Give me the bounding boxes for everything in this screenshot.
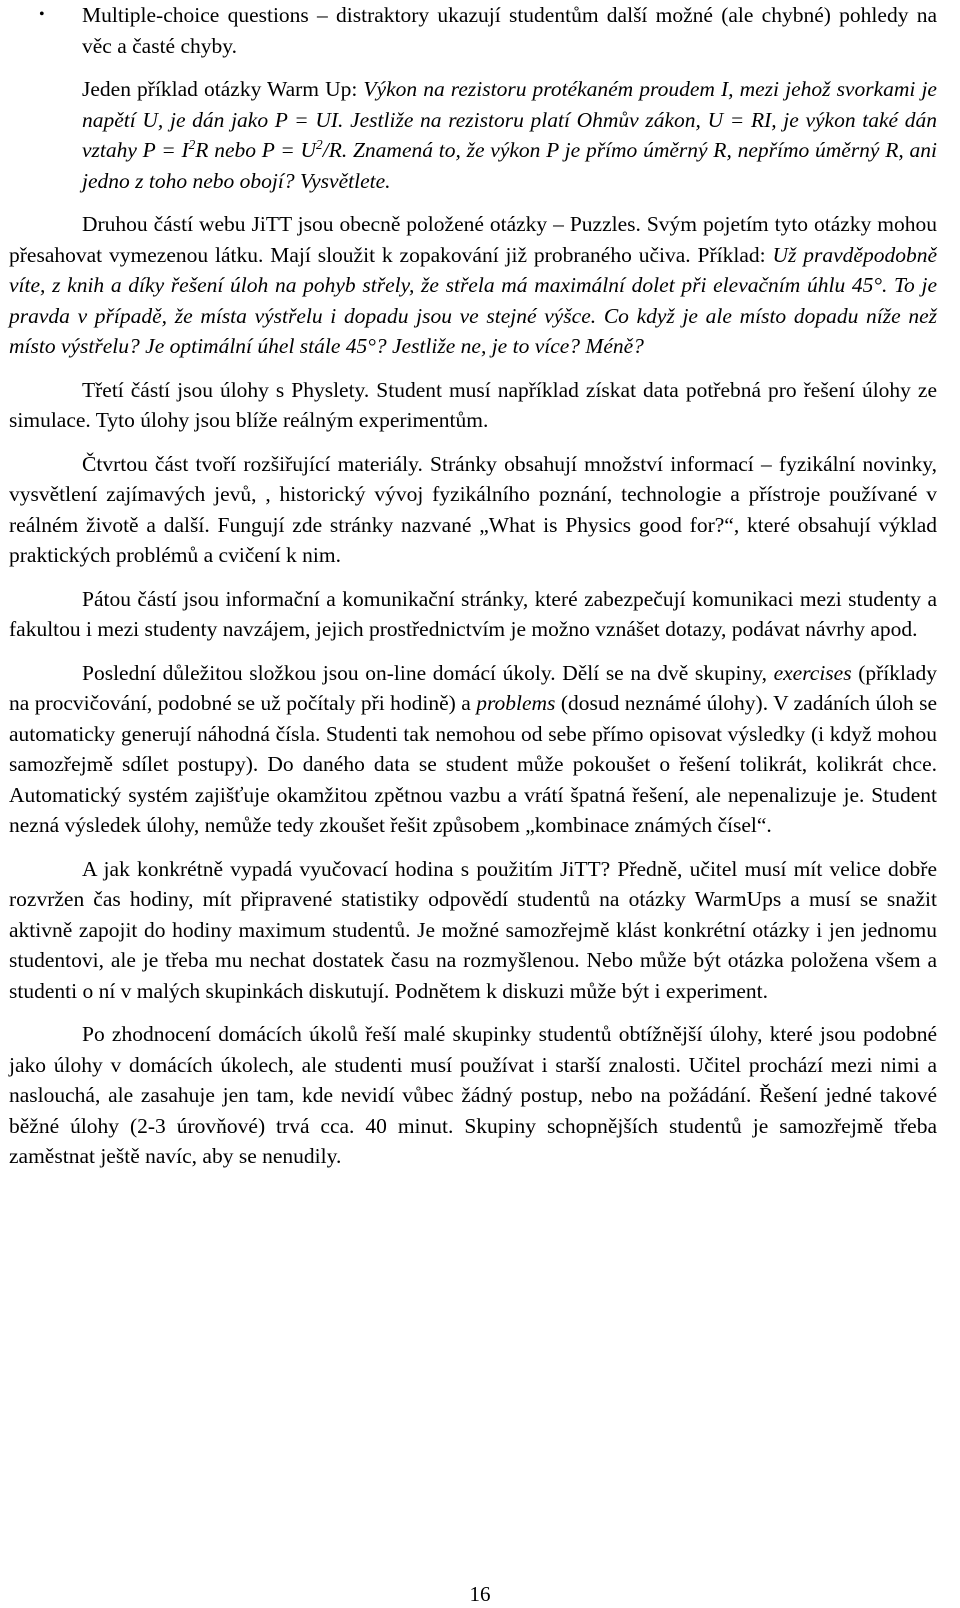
puzzles-lead: Druhou částí webu JiTT jsou obecně položené otázky – Puzzles. Svým pojetím tyto otázky mohou přesahovat vymezenou látku. Mají sloužit k zopakování již probraného učiva. Příklad:: [9, 212, 937, 267]
problems-term: problems: [476, 691, 556, 715]
puzzles-paragraph: [9, 209, 937, 362]
page-number: 16: [469, 1582, 491, 1606]
warmup-example-lead: Jeden příklad otázky Warm Up:: [82, 77, 364, 101]
warmup-example-paragraph: [82, 74, 937, 196]
lesson-paragraph: A jak konkrétně vypadá vyučovací hodina s použitím JiTT? Předně, učitel musí mít velice dobře rozvržen čas hodiny, mít připravené statistiky odpovědí studentů na otázky WarmUps a musí se snažit aktivně zapojit do hodiny maximum studentů. Je možné samozřejmě klást konkrétní otázky i jen jednomu studentovi, ale je třeba mu nechat dostatek času na rozmyšlenou. Nebo může být otázka položena všem a studenti o ní v malých skupinkách diskutují. Podnětem k diskuzi může být i experiment.: [9, 856, 937, 1003]
group-work-paragraph: Po zhodnocení domácích úkolů řeší malé skupinky studentů obtížnější úlohy, které jsou podobné jako úlohy v domácích úkolech, ale studenti musí používat i starší znalosti. Učitel prochází mezi nimi a naslouchá, ale zasahuje jen tam, kde nevidí vůbec žádný postup, nebo na požádání. Řešení jedné takové běžné úlohy (2-3 úrovňové) trvá cca. 40 minut. Skupiny schopnějších studentů je samozřejmě třeba zaměstnat ještě navíc, aby se nenudily.: [9, 1022, 937, 1168]
document-page: [9, 0, 937, 1172]
communication-paragraph: Pátou částí jsou informační a komunikační stránky, které zabezpečují komunikaci mezi studenty a fakultou i mezi studenty navzájem, jejich prostřednictvím je možno vznášet dotazy, podávat návrhy apod.: [9, 586, 937, 641]
exercises-term: exercises: [773, 660, 852, 685]
homework-paragraph: Poslední důležitou složkou jsou on-line domácí úkoly. Dělí se na dvě skupiny, exercises (příklady na procvičování, podobné se už počítaly při hodině) a problems (dosud neznámé úlohy). V zadáních úloh se automaticky generují náhodná čísla. Studenti tak nemohou od sebe přímo opisovat výsledky (i když mohou samozřejmě sdílet postupy). Do daného data se student může pokoušet o řešení tolikrát, kolikrát chce. Automatický systém zajišťuje okamžitou zpětnou vazbu a vrátí špatná řešení, ale nepenalizuje je. Student nezná výsledek úlohy, nemůže tedy zkoušet řešit způsobem „kombinace známých čísel“.: [9, 660, 937, 837]
bullet-intro-text: Multiple-choice questions – distraktory ukazují studentům další možné (ale chybné) pohledy na věc a časté chyby.: [82, 3, 937, 58]
bullet-icon: •: [39, 6, 45, 23]
puzzles-example: Už pravděpodobně víte, z knih a díky řešení úloh na pohyb střely, že střela má maximální dolet při elevačním úhlu 45°. To je pravda v případě, že místa výstřelu i dopadu jsou ve stejné výšce. Co když je ale místo dopadu níže než místo výstřelu? Je optimální úhel stále 45°? Jestliže ne, je to více? Méně?: [9, 242, 938, 358]
extension-materials-paragraph: Čtvrtou část tvoří rozšiřující materiály. Stránky obsahují množství informací – fyzikální novinky, vysvětlení zajímavých jevů, , historický vývoj fyzikálního poznání, technologie a přístroje používané v reálném životě a další. Fungují zde stránky nazvané „What is Physics good for?“, které obsahují výklad praktických problémů a cvičení k nim.: [9, 451, 937, 567]
bullet-list-item: [9, 0, 937, 362]
physlets-paragraph: Třetí částí jsou úlohy s Physlety. Student musí například získat data potřebná pro řešení úlohy ze simulace. Tyto úlohy jsou blíže reálným experimentům.: [9, 377, 937, 432]
warmup-example-question: Výkon na rezistoru protékaném proudem I, mezi jehož svorkami je napětí U, je dán jako P = UI. Jestliže na rezistoru platí Ohmův zákon, U = RI, je výkon také dán vztahy $P = I^2R$ nebo $P = U^2/R$. Znamená to, že výkon P je přímo úměrný R, nepřímo úměrný R, ani jedno z toho nebo obojí? Vysvětlete.: [82, 77, 937, 193]
